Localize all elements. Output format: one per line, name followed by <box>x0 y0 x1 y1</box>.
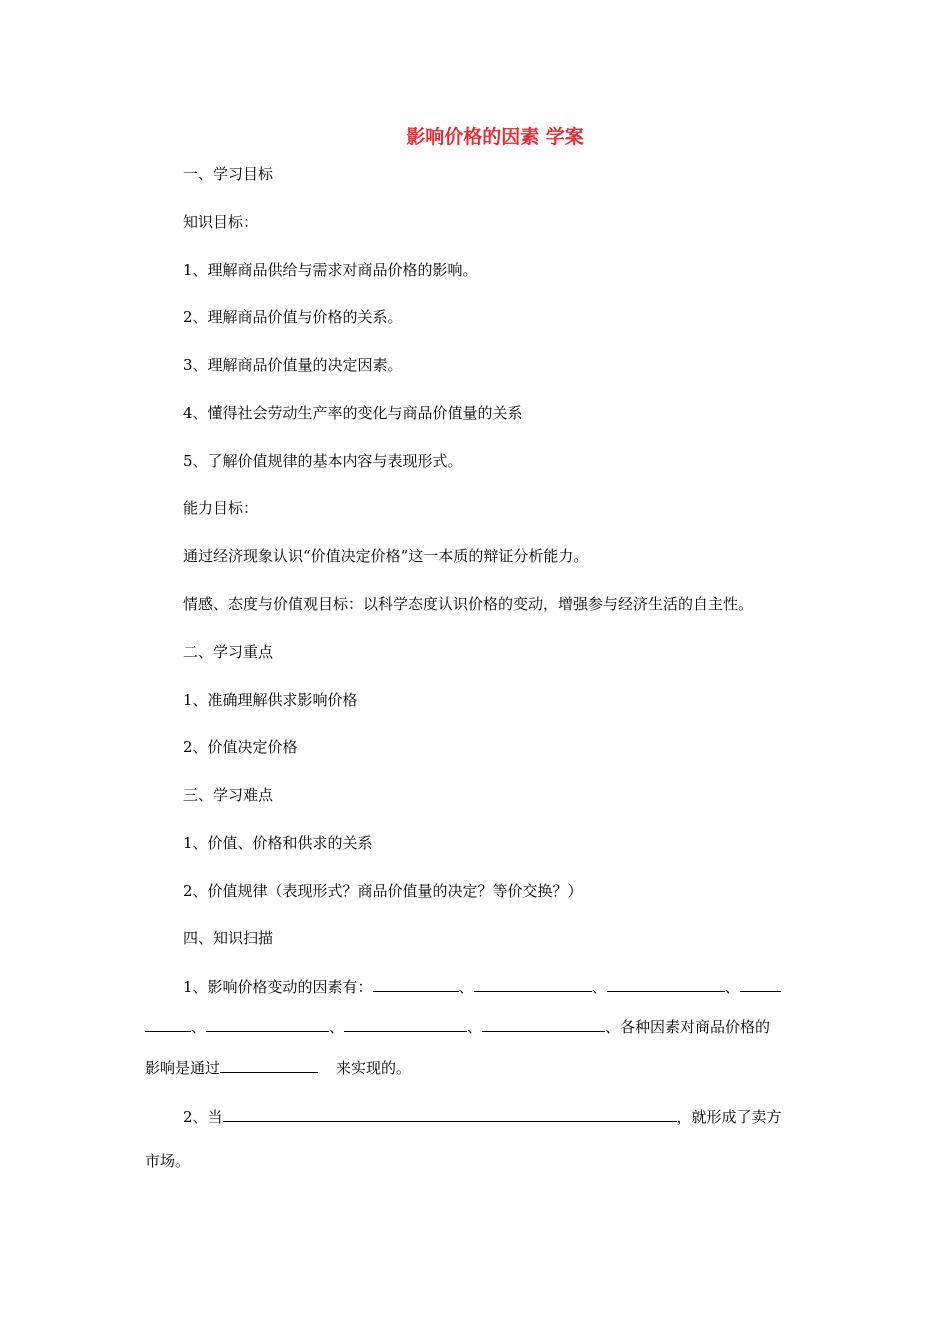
fill-blank[interactable] <box>474 977 592 992</box>
question-1-suffix: 、各种因素对商品价格的 <box>605 1018 771 1036</box>
emotion-goal: 情感、态度与价值观目标：以科学态度认识价格的变动，增强参与经济生活的自主性。 <box>183 595 754 613</box>
question-1-line-3-suffix: 来实现的。 <box>336 1059 412 1077</box>
fill-blank[interactable] <box>740 977 781 992</box>
ability-item: 通过经济现象认识“价值决定价格”这一本质的辩证分析能力。 <box>183 547 589 565</box>
key-point-2: 2、价值决定价格 <box>183 738 298 756</box>
fill-blank[interactable] <box>482 1017 605 1032</box>
knowledge-item-1: 1、理解商品供给与需求对商品价格的影响。 <box>183 261 478 279</box>
question-1-line-3-prefix: 影响是通过 <box>145 1059 221 1077</box>
fill-blank[interactable] <box>223 1107 677 1122</box>
question-1-prefix: 1、影响价格变动的因素有： <box>183 978 373 996</box>
question-2-suffix: ，就形成了卖方 <box>676 1108 782 1126</box>
separator: 、 <box>458 978 474 996</box>
separator: 、 <box>329 1018 345 1036</box>
question-1-line-1 <box>183 976 781 998</box>
separator: 、 <box>467 1018 483 1036</box>
section-heading-difficulties: 三、学习难点 <box>183 786 274 804</box>
fill-blank[interactable] <box>220 1058 318 1073</box>
knowledge-item-4: 4、懂得社会劳动生产率的变化与商品价值量的关系 <box>183 404 523 422</box>
question-1-line-3 <box>145 1057 411 1079</box>
question-2-prefix: 2、当 <box>183 1108 223 1126</box>
question-2-line-1 <box>183 1106 782 1128</box>
section-heading-key-points: 二、学习重点 <box>183 643 274 661</box>
knowledge-item-5: 5、了解价值规律的基本内容与表现形式。 <box>183 452 463 470</box>
key-point-1: 1、准确理解供求影响价格 <box>183 691 358 709</box>
fill-blank[interactable] <box>145 1017 191 1032</box>
separator: 、 <box>591 978 607 996</box>
difficulty-2: 2、价值规律（表现形式？商品价值量的决定？等价交换？） <box>183 882 583 900</box>
fill-blank[interactable] <box>344 1017 467 1032</box>
knowledge-item-3: 3、理解商品价值量的决定因素。 <box>183 356 403 374</box>
fill-blank[interactable] <box>373 977 459 992</box>
question-2-line-2: 市场。 <box>145 1152 191 1170</box>
question-1-line-2 <box>145 1016 770 1038</box>
section-heading-scan: 四、知识扫描 <box>183 929 274 947</box>
fill-blank[interactable] <box>206 1017 329 1032</box>
knowledge-item-2: 2、理解商品价值与价格的关系。 <box>183 308 403 326</box>
section-heading-goals: 一、学习目标 <box>183 165 274 183</box>
separator: 、 <box>191 1018 207 1036</box>
subheading-knowledge: 知识目标： <box>183 213 259 231</box>
fill-blank[interactable] <box>607 977 725 992</box>
page-title: 影响价格的因素 学案 <box>406 126 584 148</box>
subheading-ability: 能力目标： <box>183 499 259 517</box>
separator: 、 <box>724 978 740 996</box>
difficulty-1: 1、价值、价格和供求的关系 <box>183 834 373 852</box>
